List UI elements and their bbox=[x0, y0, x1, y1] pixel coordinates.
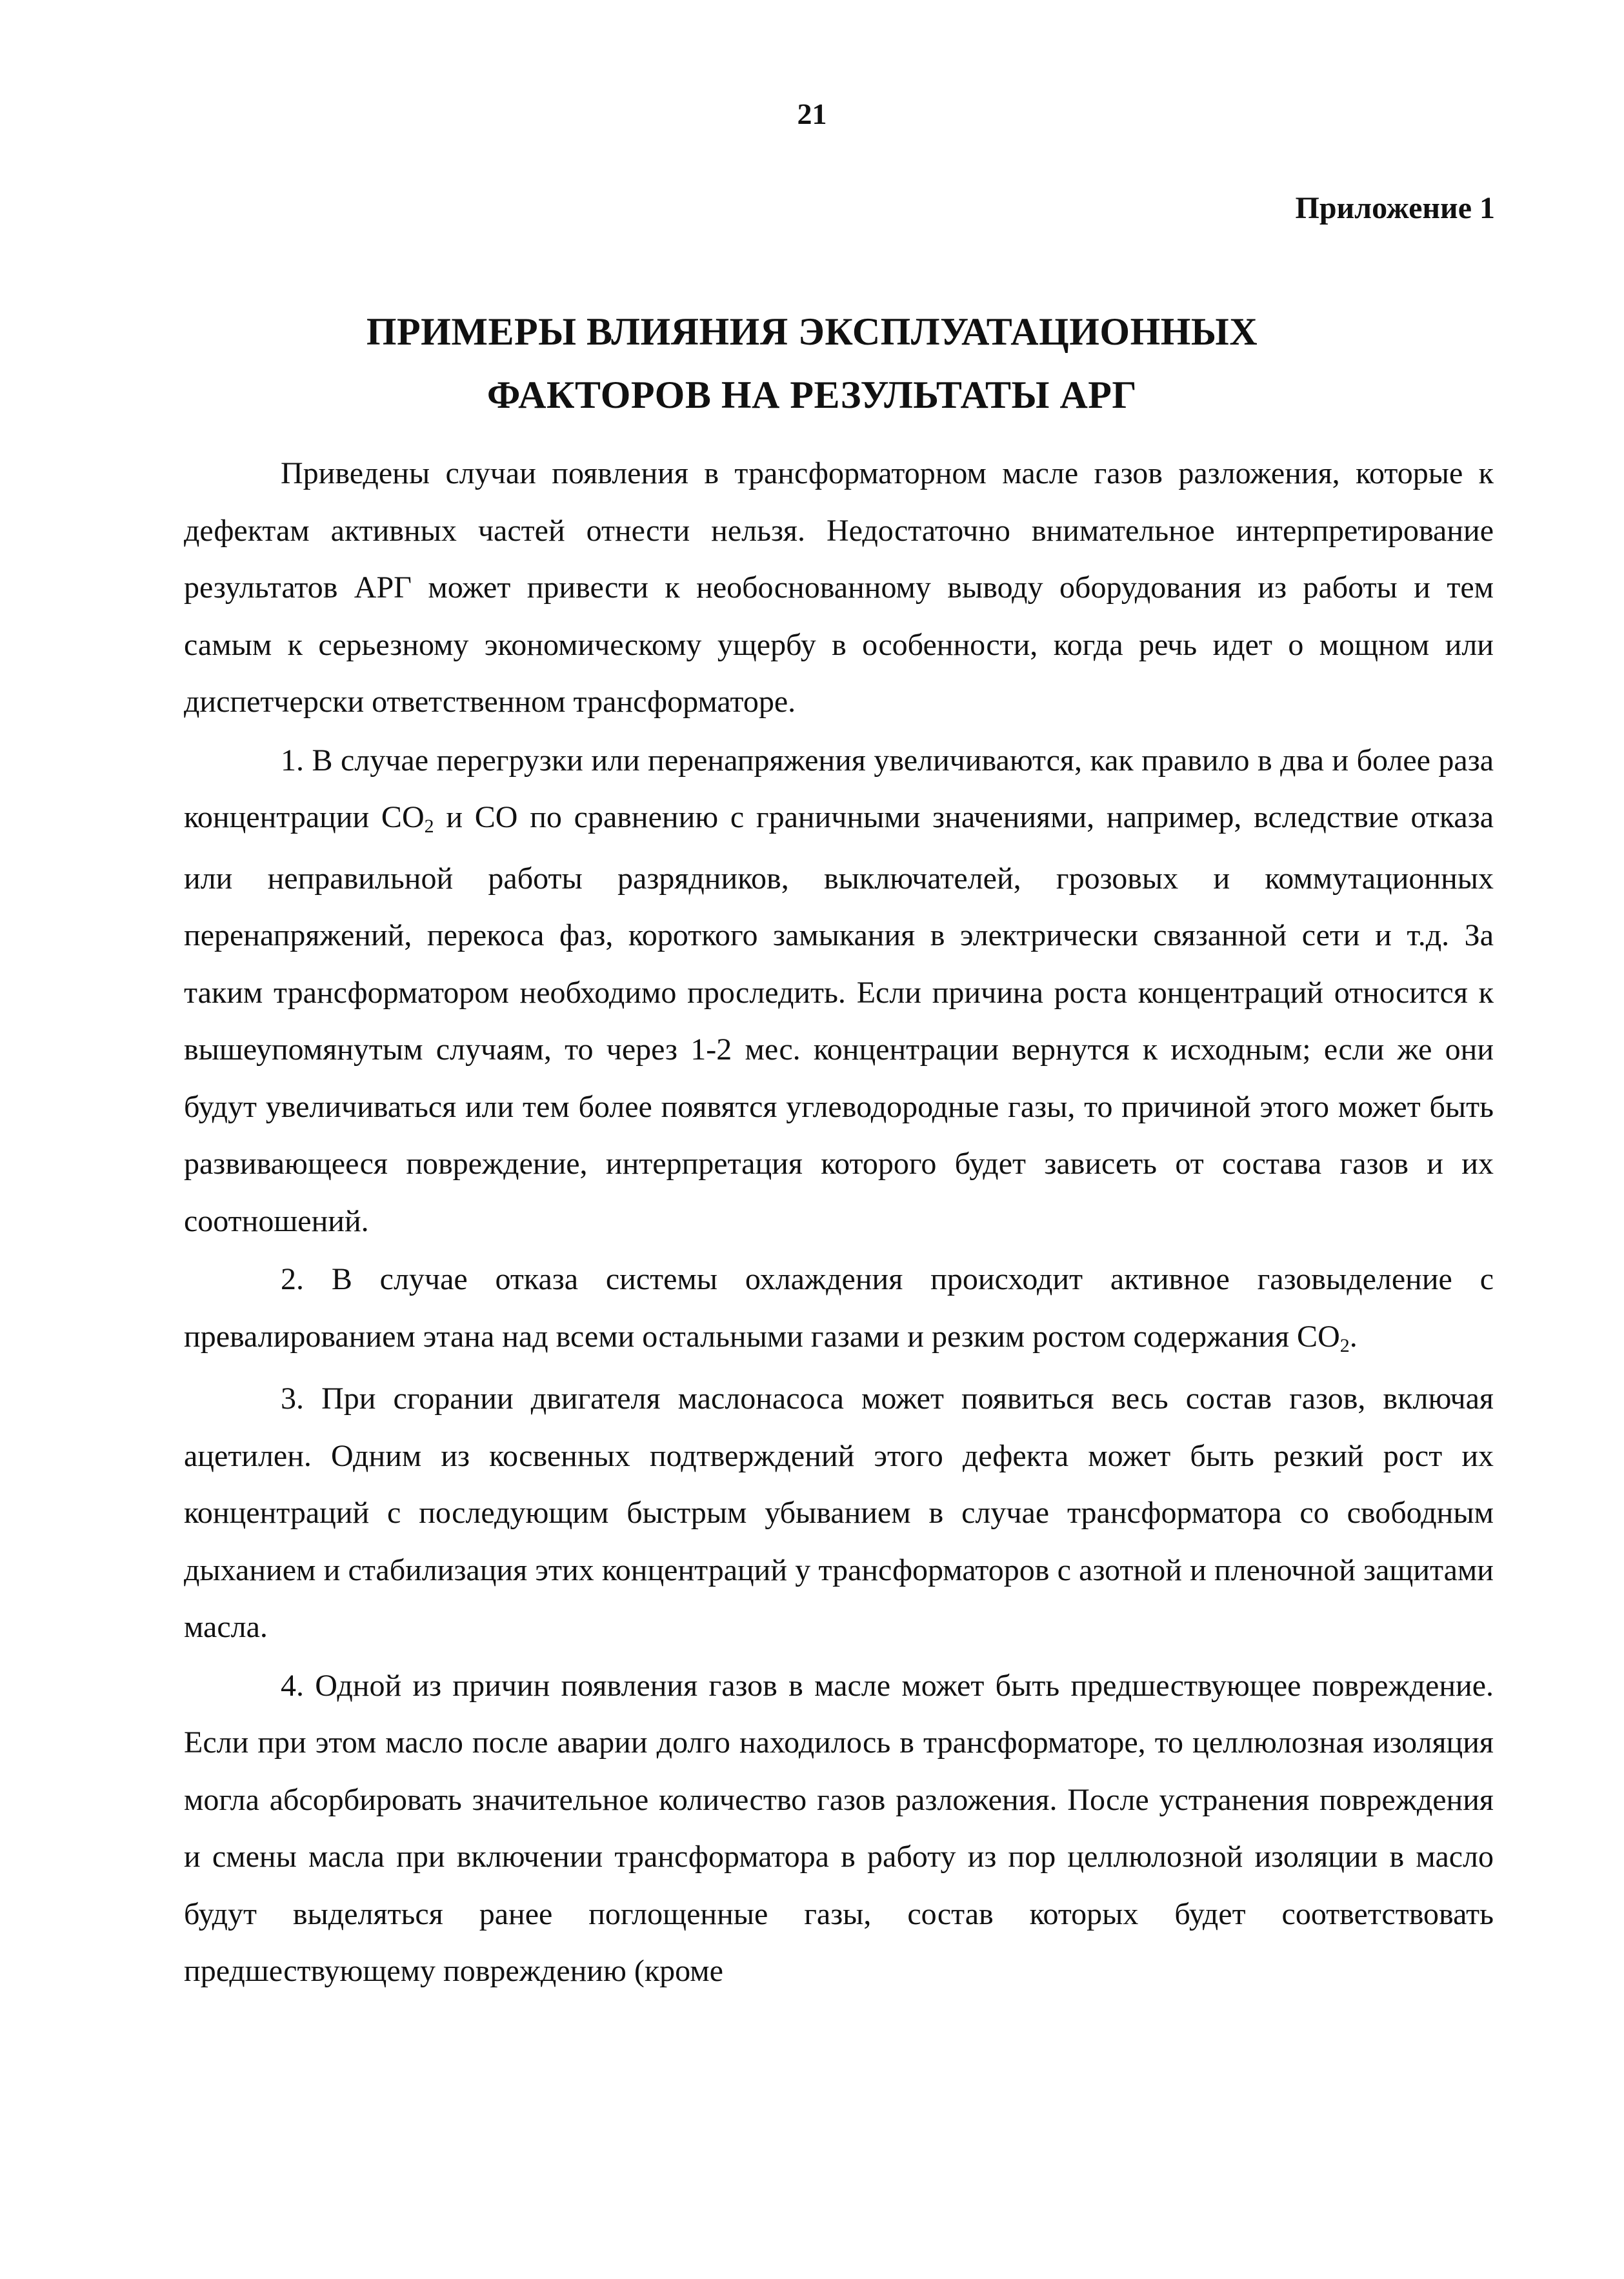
page-number: 21 bbox=[797, 97, 827, 130]
paragraph-2-text-a: 2. В случае отказа системы охлаждения происходит активное газовыделение с превалированием этана над всеми остальными газами и резким ростом содержания СО bbox=[184, 1262, 1494, 1354]
paragraph-2-subscript: 2 bbox=[1339, 1334, 1350, 1356]
paragraph-1-subscript: 2 bbox=[424, 816, 434, 837]
paragraph-2 bbox=[184, 1251, 1494, 1369]
appendix-label: Приложение 1 bbox=[1295, 191, 1495, 225]
title-line-1: ПРИМЕРЫ ВЛИЯНИЯ ЭКСПЛУАТАЦИОННЫХ bbox=[366, 310, 1258, 353]
paragraph-1-text-a: 1. В случае перегрузки или перенапряжения увеличиваются, как правило в два и более раза концентрации СО bbox=[184, 743, 1494, 834]
paragraph-1-text-b: и СО по сравнению с граничными значениями, например, вследствие отказа или неправильной работы разрядников, выключателей, грозовых и коммутационных перенапряжений, перекоса фаз, короткого замыкания в электрически связанной сети и т.д. За таким трансформатором необходимо проследить. Если причина роста концентраций относится к вышеупомянутым случаям, то через 1-2 мес. концентрации вернутся к исходным; если же они будут увеличиваться или тем более появятся углеводородные газы, то причиной этого может быть развивающееся повреждение, интерпретация которого будет зависеть от состава газов и их соотношений. bbox=[184, 800, 1494, 1238]
paragraph-4: 4. Одной из причин появления газов в масле может быть предшествующее повреждение. Если при этом масло после аварии долго находилось в трансформаторе, то целлюлозная изоляция могла абсорбировать значительное количество газов разложения. После устранения повреждения и смены масла при включении трансформатора в работу из пор целлюлозной изоляции в масло будут выделяться ранее поглощенные газы, состав которых будет соответствовать предшествующему повреждению (кроме bbox=[184, 1668, 1494, 1988]
title-line-2: ФАКТОРОВ НА РЕЗУЛЬТАТЫ АРГ bbox=[486, 374, 1138, 416]
paragraph-intro: Приведены случаи появления в трансформаторном масле газов разложения, которые к дефектам активных частей отнести нельзя. Недостаточно внимательное интерпретирование результатов АРГ может привести к необоснованному выводу оборудования из работы и тем самым к серьезному экономическому ущербу в особенности, когда речь идет о мощном или диспетчерски ответственном трансформаторе. bbox=[184, 456, 1494, 719]
document-title bbox=[0, 300, 1624, 427]
paragraph-1 bbox=[184, 732, 1494, 1250]
paragraph-2-text-b: . bbox=[1349, 1319, 1358, 1354]
document-body bbox=[184, 445, 1494, 2000]
paragraph-3: 3. При сгорании двигателя маслонасоса может появиться весь состав газов, включая ацетилен. Одним из косвенных подтверждений этого дефекта может быть резкий рост их концентраций с последующим быстрым убыванием в случае трансформатора со свободным дыханием и стабилизация этих концентраций у трансформаторов с азотной и пленочной защитами масла. bbox=[184, 1381, 1494, 1644]
